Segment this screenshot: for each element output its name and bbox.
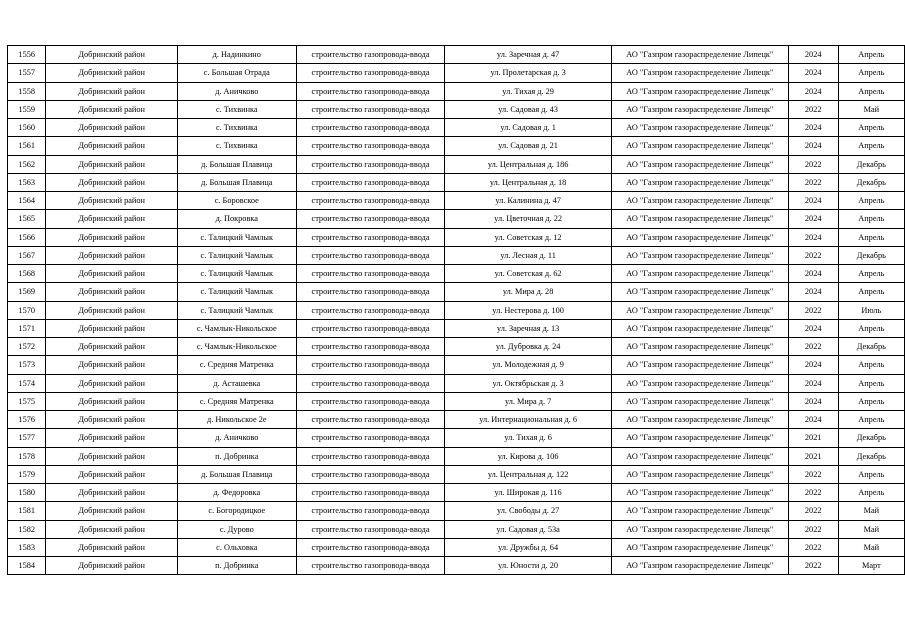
contractor-cell: АО "Газпром газораспределение Липецк"	[611, 64, 788, 82]
contractor-cell: АО "Газпром газораспределение Липецк"	[611, 265, 788, 283]
row-number-cell: 1581	[8, 502, 46, 520]
settlement-cell: с. Ольховка	[177, 538, 296, 556]
year-cell: 2022	[788, 246, 838, 264]
district-cell: Добринский район	[46, 228, 177, 246]
district-cell: Добринский район	[46, 411, 177, 429]
row-number-cell: 1576	[8, 411, 46, 429]
address-cell: ул. Тихая д. 29	[445, 82, 612, 100]
year-cell: 2021	[788, 447, 838, 465]
address-cell: ул. Калинина д. 47	[445, 192, 612, 210]
work-type-cell: строительство газопровода-ввода	[296, 155, 445, 173]
month-cell: Апрель	[838, 82, 904, 100]
address-cell: ул. Советская д. 12	[445, 228, 612, 246]
year-cell: 2024	[788, 265, 838, 283]
contractor-cell: АО "Газпром газораспределение Липецк"	[611, 465, 788, 483]
table-row	[8, 557, 905, 575]
month-cell: Апрель	[838, 46, 904, 64]
settlement-cell: с. Тихвинка	[177, 119, 296, 137]
year-cell: 2022	[788, 538, 838, 556]
table-row	[8, 538, 905, 556]
month-cell: Декабрь	[838, 447, 904, 465]
work-type-cell: строительство газопровода-ввода	[296, 173, 445, 191]
table-row	[8, 228, 905, 246]
month-cell: Апрель	[838, 484, 904, 502]
table-row	[8, 411, 905, 429]
month-cell: Апрель	[838, 319, 904, 337]
contractor-cell: АО "Газпром газораспределение Липецк"	[611, 100, 788, 118]
month-cell: Апрель	[838, 228, 904, 246]
month-cell: Март	[838, 557, 904, 575]
document-sheet	[7, 45, 905, 575]
work-type-cell: строительство газопровода-ввода	[296, 192, 445, 210]
year-cell: 2024	[788, 46, 838, 64]
settlement-cell: д. Никольское 2е	[177, 411, 296, 429]
row-number-cell: 1583	[8, 538, 46, 556]
table-row	[8, 484, 905, 502]
district-cell: Добринский район	[46, 46, 177, 64]
month-cell: Июль	[838, 301, 904, 319]
row-number-cell: 1573	[8, 356, 46, 374]
work-type-cell: строительство газопровода-ввода	[296, 502, 445, 520]
address-cell: ул. Садовая д. 53а	[445, 520, 612, 538]
work-type-cell: строительство газопровода-ввода	[296, 210, 445, 228]
district-cell: Добринский район	[46, 155, 177, 173]
row-number-cell: 1580	[8, 484, 46, 502]
year-cell: 2022	[788, 557, 838, 575]
contractor-cell: АО "Газпром газораспределение Липецк"	[611, 338, 788, 356]
row-number-cell: 1558	[8, 82, 46, 100]
month-cell: Апрель	[838, 392, 904, 410]
work-type-cell: строительство газопровода-ввода	[296, 484, 445, 502]
district-cell: Добринский район	[46, 392, 177, 410]
month-cell: Апрель	[838, 265, 904, 283]
address-cell: ул. Центральная д. 18	[445, 173, 612, 191]
row-number-cell: 1568	[8, 265, 46, 283]
district-cell: Добринский район	[46, 538, 177, 556]
contractor-cell: АО "Газпром газораспределение Липецк"	[611, 447, 788, 465]
address-cell: ул. Садовая д. 1	[445, 119, 612, 137]
contractor-cell: АО "Газпром газораспределение Липецк"	[611, 392, 788, 410]
table-row	[8, 283, 905, 301]
table-row	[8, 246, 905, 264]
address-cell: ул. Центральная д. 186	[445, 155, 612, 173]
settlement-cell: д. Аничково	[177, 82, 296, 100]
table-row	[8, 46, 905, 64]
district-cell: Добринский район	[46, 137, 177, 155]
contractor-cell: АО "Газпром газораспределение Липецк"	[611, 319, 788, 337]
table-body	[8, 46, 905, 575]
table-row	[8, 338, 905, 356]
contractor-cell: АО "Газпром газораспределение Липецк"	[611, 411, 788, 429]
address-cell: ул. Заречная д. 13	[445, 319, 612, 337]
month-cell: Апрель	[838, 411, 904, 429]
contractor-cell: АО "Газпром газораспределение Липецк"	[611, 82, 788, 100]
district-cell: Добринский район	[46, 283, 177, 301]
year-cell: 2024	[788, 411, 838, 429]
month-cell: Апрель	[838, 64, 904, 82]
contractor-cell: АО "Газпром газораспределение Липецк"	[611, 246, 788, 264]
address-cell: ул. Советская д. 62	[445, 265, 612, 283]
address-cell: ул. Дружбы д. 64	[445, 538, 612, 556]
year-cell: 2024	[788, 392, 838, 410]
work-type-cell: строительство газопровода-ввода	[296, 100, 445, 118]
work-type-cell: строительство газопровода-ввода	[296, 137, 445, 155]
year-cell: 2022	[788, 173, 838, 191]
year-cell: 2024	[788, 283, 838, 301]
district-cell: Добринский район	[46, 319, 177, 337]
settlement-cell: с. Боровское	[177, 192, 296, 210]
work-type-cell: строительство газопровода-ввода	[296, 356, 445, 374]
year-cell: 2024	[788, 228, 838, 246]
month-cell: Апрель	[838, 137, 904, 155]
settlement-cell: с. Тихвинка	[177, 100, 296, 118]
address-cell: ул. Садовая д. 43	[445, 100, 612, 118]
month-cell: Май	[838, 502, 904, 520]
month-cell: Апрель	[838, 192, 904, 210]
year-cell: 2024	[788, 356, 838, 374]
address-cell: ул. Юности д. 20	[445, 557, 612, 575]
district-cell: Добринский район	[46, 119, 177, 137]
settlement-cell: с. Талицкий Чамлык	[177, 228, 296, 246]
row-number-cell: 1562	[8, 155, 46, 173]
table-row	[8, 82, 905, 100]
row-number-cell: 1582	[8, 520, 46, 538]
district-cell: Добринский район	[46, 301, 177, 319]
contractor-cell: АО "Газпром газораспределение Липецк"	[611, 46, 788, 64]
address-cell: ул. Мира д. 7	[445, 392, 612, 410]
table-row	[8, 119, 905, 137]
table-row	[8, 429, 905, 447]
row-number-cell: 1577	[8, 429, 46, 447]
address-cell: ул. Молодежная д. 9	[445, 356, 612, 374]
contractor-cell: АО "Газпром газораспределение Липецк"	[611, 502, 788, 520]
settlement-cell: п. Добринка	[177, 557, 296, 575]
settlement-cell: с. Богородицкое	[177, 502, 296, 520]
work-type-cell: строительство газопровода-ввода	[296, 538, 445, 556]
work-type-cell: строительство газопровода-ввода	[296, 319, 445, 337]
address-cell: ул. Тихая д. 6	[445, 429, 612, 447]
district-cell: Добринский район	[46, 520, 177, 538]
month-cell: Декабрь	[838, 155, 904, 173]
table-row	[8, 301, 905, 319]
address-cell: ул. Широкая д. 116	[445, 484, 612, 502]
row-number-cell: 1566	[8, 228, 46, 246]
district-cell: Добринский район	[46, 447, 177, 465]
year-cell: 2024	[788, 319, 838, 337]
month-cell: Апрель	[838, 283, 904, 301]
settlement-cell: д. Федоровка	[177, 484, 296, 502]
settlement-cell: с. Талицкий Чамлык	[177, 301, 296, 319]
work-type-cell: строительство газопровода-ввода	[296, 338, 445, 356]
row-number-cell: 1569	[8, 283, 46, 301]
work-type-cell: строительство газопровода-ввода	[296, 228, 445, 246]
month-cell: Декабрь	[838, 173, 904, 191]
year-cell: 2024	[788, 137, 838, 155]
table-row	[8, 210, 905, 228]
year-cell: 2022	[788, 465, 838, 483]
district-cell: Добринский район	[46, 246, 177, 264]
contractor-cell: АО "Газпром газораспределение Липецк"	[611, 210, 788, 228]
table-row	[8, 319, 905, 337]
month-cell: Декабрь	[838, 429, 904, 447]
table-row	[8, 100, 905, 118]
work-type-cell: строительство газопровода-ввода	[296, 265, 445, 283]
address-cell: ул. Садовая д. 21	[445, 137, 612, 155]
district-cell: Добринский район	[46, 338, 177, 356]
year-cell: 2022	[788, 484, 838, 502]
contractor-cell: АО "Газпром газораспределение Липецк"	[611, 137, 788, 155]
year-cell: 2024	[788, 374, 838, 392]
table-row	[8, 356, 905, 374]
settlement-cell: с. Чамлык-Никольское	[177, 338, 296, 356]
address-cell: ул. Цветочная д. 22	[445, 210, 612, 228]
work-type-cell: строительство газопровода-ввода	[296, 64, 445, 82]
settlement-cell: с. Чамлык-Никольское	[177, 319, 296, 337]
address-cell: ул. Пролетарская д. 3	[445, 64, 612, 82]
address-cell: ул. Кирова д. 106	[445, 447, 612, 465]
month-cell: Апрель	[838, 119, 904, 137]
settlement-cell: д. Большая Плавица	[177, 465, 296, 483]
work-type-cell: строительство газопровода-ввода	[296, 429, 445, 447]
table-row	[8, 374, 905, 392]
settlement-cell: д. Аничково	[177, 429, 296, 447]
district-cell: Добринский район	[46, 100, 177, 118]
table-row	[8, 155, 905, 173]
work-type-cell: строительство газопровода-ввода	[296, 465, 445, 483]
work-type-cell: строительство газопровода-ввода	[296, 447, 445, 465]
row-number-cell: 1578	[8, 447, 46, 465]
district-cell: Добринский район	[46, 210, 177, 228]
district-cell: Добринский район	[46, 192, 177, 210]
contractor-cell: АО "Газпром газораспределение Липецк"	[611, 301, 788, 319]
settlement-cell: д. Асташевка	[177, 374, 296, 392]
work-type-cell: строительство газопровода-ввода	[296, 520, 445, 538]
district-cell: Добринский район	[46, 82, 177, 100]
contractor-cell: АО "Газпром газораспределение Липецк"	[611, 520, 788, 538]
month-cell: Апрель	[838, 356, 904, 374]
settlement-cell: д. Большая Плавица	[177, 173, 296, 191]
address-cell: ул. Центральная д. 122	[445, 465, 612, 483]
contractor-cell: АО "Газпром газораспределение Липецк"	[611, 557, 788, 575]
address-cell: ул. Свободы д. 27	[445, 502, 612, 520]
month-cell: Декабрь	[838, 246, 904, 264]
contractor-cell: АО "Газпром газораспределение Липецк"	[611, 538, 788, 556]
row-number-cell: 1556	[8, 46, 46, 64]
settlement-cell: с. Большая Отрада	[177, 64, 296, 82]
address-cell: ул. Октябрьская д. 3	[445, 374, 612, 392]
settlement-cell: с. Талицкий Чамлык	[177, 246, 296, 264]
table-row	[8, 520, 905, 538]
district-cell: Добринский район	[46, 356, 177, 374]
year-cell: 2022	[788, 338, 838, 356]
row-number-cell: 1570	[8, 301, 46, 319]
table-row	[8, 392, 905, 410]
district-cell: Добринский район	[46, 265, 177, 283]
table-row	[8, 265, 905, 283]
month-cell: Апрель	[838, 210, 904, 228]
table-row	[8, 192, 905, 210]
contractor-cell: АО "Газпром газораспределение Липецк"	[611, 155, 788, 173]
row-number-cell: 1565	[8, 210, 46, 228]
row-number-cell: 1559	[8, 100, 46, 118]
work-type-cell: строительство газопровода-ввода	[296, 411, 445, 429]
table-row	[8, 447, 905, 465]
year-cell: 2024	[788, 82, 838, 100]
row-number-cell: 1560	[8, 119, 46, 137]
month-cell: Май	[838, 538, 904, 556]
address-cell: ул. Нестерова д. 100	[445, 301, 612, 319]
district-cell: Добринский район	[46, 502, 177, 520]
settlement-cell: д. Большая Плавица	[177, 155, 296, 173]
settlement-cell: д. Покровка	[177, 210, 296, 228]
year-cell: 2022	[788, 520, 838, 538]
address-cell: ул. Лесная д. 11	[445, 246, 612, 264]
row-number-cell: 1584	[8, 557, 46, 575]
settlement-cell: с. Средняя Матренка	[177, 392, 296, 410]
contractor-cell: АО "Газпром газораспределение Липецк"	[611, 228, 788, 246]
row-number-cell: 1572	[8, 338, 46, 356]
year-cell: 2024	[788, 64, 838, 82]
district-cell: Добринский район	[46, 557, 177, 575]
row-number-cell: 1564	[8, 192, 46, 210]
year-cell: 2022	[788, 100, 838, 118]
year-cell: 2024	[788, 119, 838, 137]
contractor-cell: АО "Газпром газораспределение Липецк"	[611, 173, 788, 191]
row-number-cell: 1571	[8, 319, 46, 337]
settlement-cell: с. Талицкий Чамлык	[177, 283, 296, 301]
settlement-cell: д. Надинкино	[177, 46, 296, 64]
year-cell: 2024	[788, 210, 838, 228]
work-type-cell: строительство газопровода-ввода	[296, 82, 445, 100]
row-number-cell: 1575	[8, 392, 46, 410]
month-cell: Декабрь	[838, 338, 904, 356]
work-type-cell: строительство газопровода-ввода	[296, 374, 445, 392]
row-number-cell: 1561	[8, 137, 46, 155]
year-cell: 2021	[788, 429, 838, 447]
table-row	[8, 465, 905, 483]
address-cell: ул. Заречная д. 47	[445, 46, 612, 64]
contractor-cell: АО "Газпром газораспределение Липецк"	[611, 192, 788, 210]
address-cell: ул. Интернациональная д. 6	[445, 411, 612, 429]
contractor-cell: АО "Газпром газораспределение Липецк"	[611, 283, 788, 301]
row-number-cell: 1557	[8, 64, 46, 82]
table-row	[8, 502, 905, 520]
contractor-cell: АО "Газпром газораспределение Липецк"	[611, 356, 788, 374]
work-type-cell: строительство газопровода-ввода	[296, 392, 445, 410]
district-cell: Добринский район	[46, 173, 177, 191]
contractor-cell: АО "Газпром газораспределение Липецк"	[611, 484, 788, 502]
row-number-cell: 1563	[8, 173, 46, 191]
contractor-cell: АО "Газпром газораспределение Липецк"	[611, 429, 788, 447]
address-cell: ул. Дубровка д. 24	[445, 338, 612, 356]
table-row	[8, 64, 905, 82]
district-cell: Добринский район	[46, 374, 177, 392]
district-cell: Добринский район	[46, 484, 177, 502]
table-row	[8, 137, 905, 155]
row-number-cell: 1567	[8, 246, 46, 264]
settlement-cell: с. Тихвинка	[177, 137, 296, 155]
work-type-cell: строительство газопровода-ввода	[296, 46, 445, 64]
work-type-cell: строительство газопровода-ввода	[296, 283, 445, 301]
settlement-cell: с. Дурово	[177, 520, 296, 538]
month-cell: Май	[838, 520, 904, 538]
contractor-cell: АО "Газпром газораспределение Липецк"	[611, 374, 788, 392]
year-cell: 2022	[788, 155, 838, 173]
year-cell: 2022	[788, 301, 838, 319]
work-type-cell: строительство газопровода-ввода	[296, 557, 445, 575]
work-type-cell: строительство газопровода-ввода	[296, 246, 445, 264]
district-cell: Добринский район	[46, 64, 177, 82]
month-cell: Апрель	[838, 465, 904, 483]
contractor-cell: АО "Газпром газораспределение Липецк"	[611, 119, 788, 137]
month-cell: Май	[838, 100, 904, 118]
year-cell: 2024	[788, 192, 838, 210]
year-cell: 2022	[788, 502, 838, 520]
month-cell: Апрель	[838, 374, 904, 392]
row-number-cell: 1574	[8, 374, 46, 392]
address-cell: ул. Мира д. 28	[445, 283, 612, 301]
work-type-cell: строительство газопровода-ввода	[296, 119, 445, 137]
work-type-cell: строительство газопровода-ввода	[296, 301, 445, 319]
table-row	[8, 173, 905, 191]
district-cell: Добринский район	[46, 465, 177, 483]
settlement-cell: с. Талицкий Чамлык	[177, 265, 296, 283]
district-cell: Добринский район	[46, 429, 177, 447]
row-number-cell: 1579	[8, 465, 46, 483]
gas-pipeline-table	[7, 45, 905, 575]
settlement-cell: с. Средняя Матренка	[177, 356, 296, 374]
settlement-cell: п. Добринка	[177, 447, 296, 465]
